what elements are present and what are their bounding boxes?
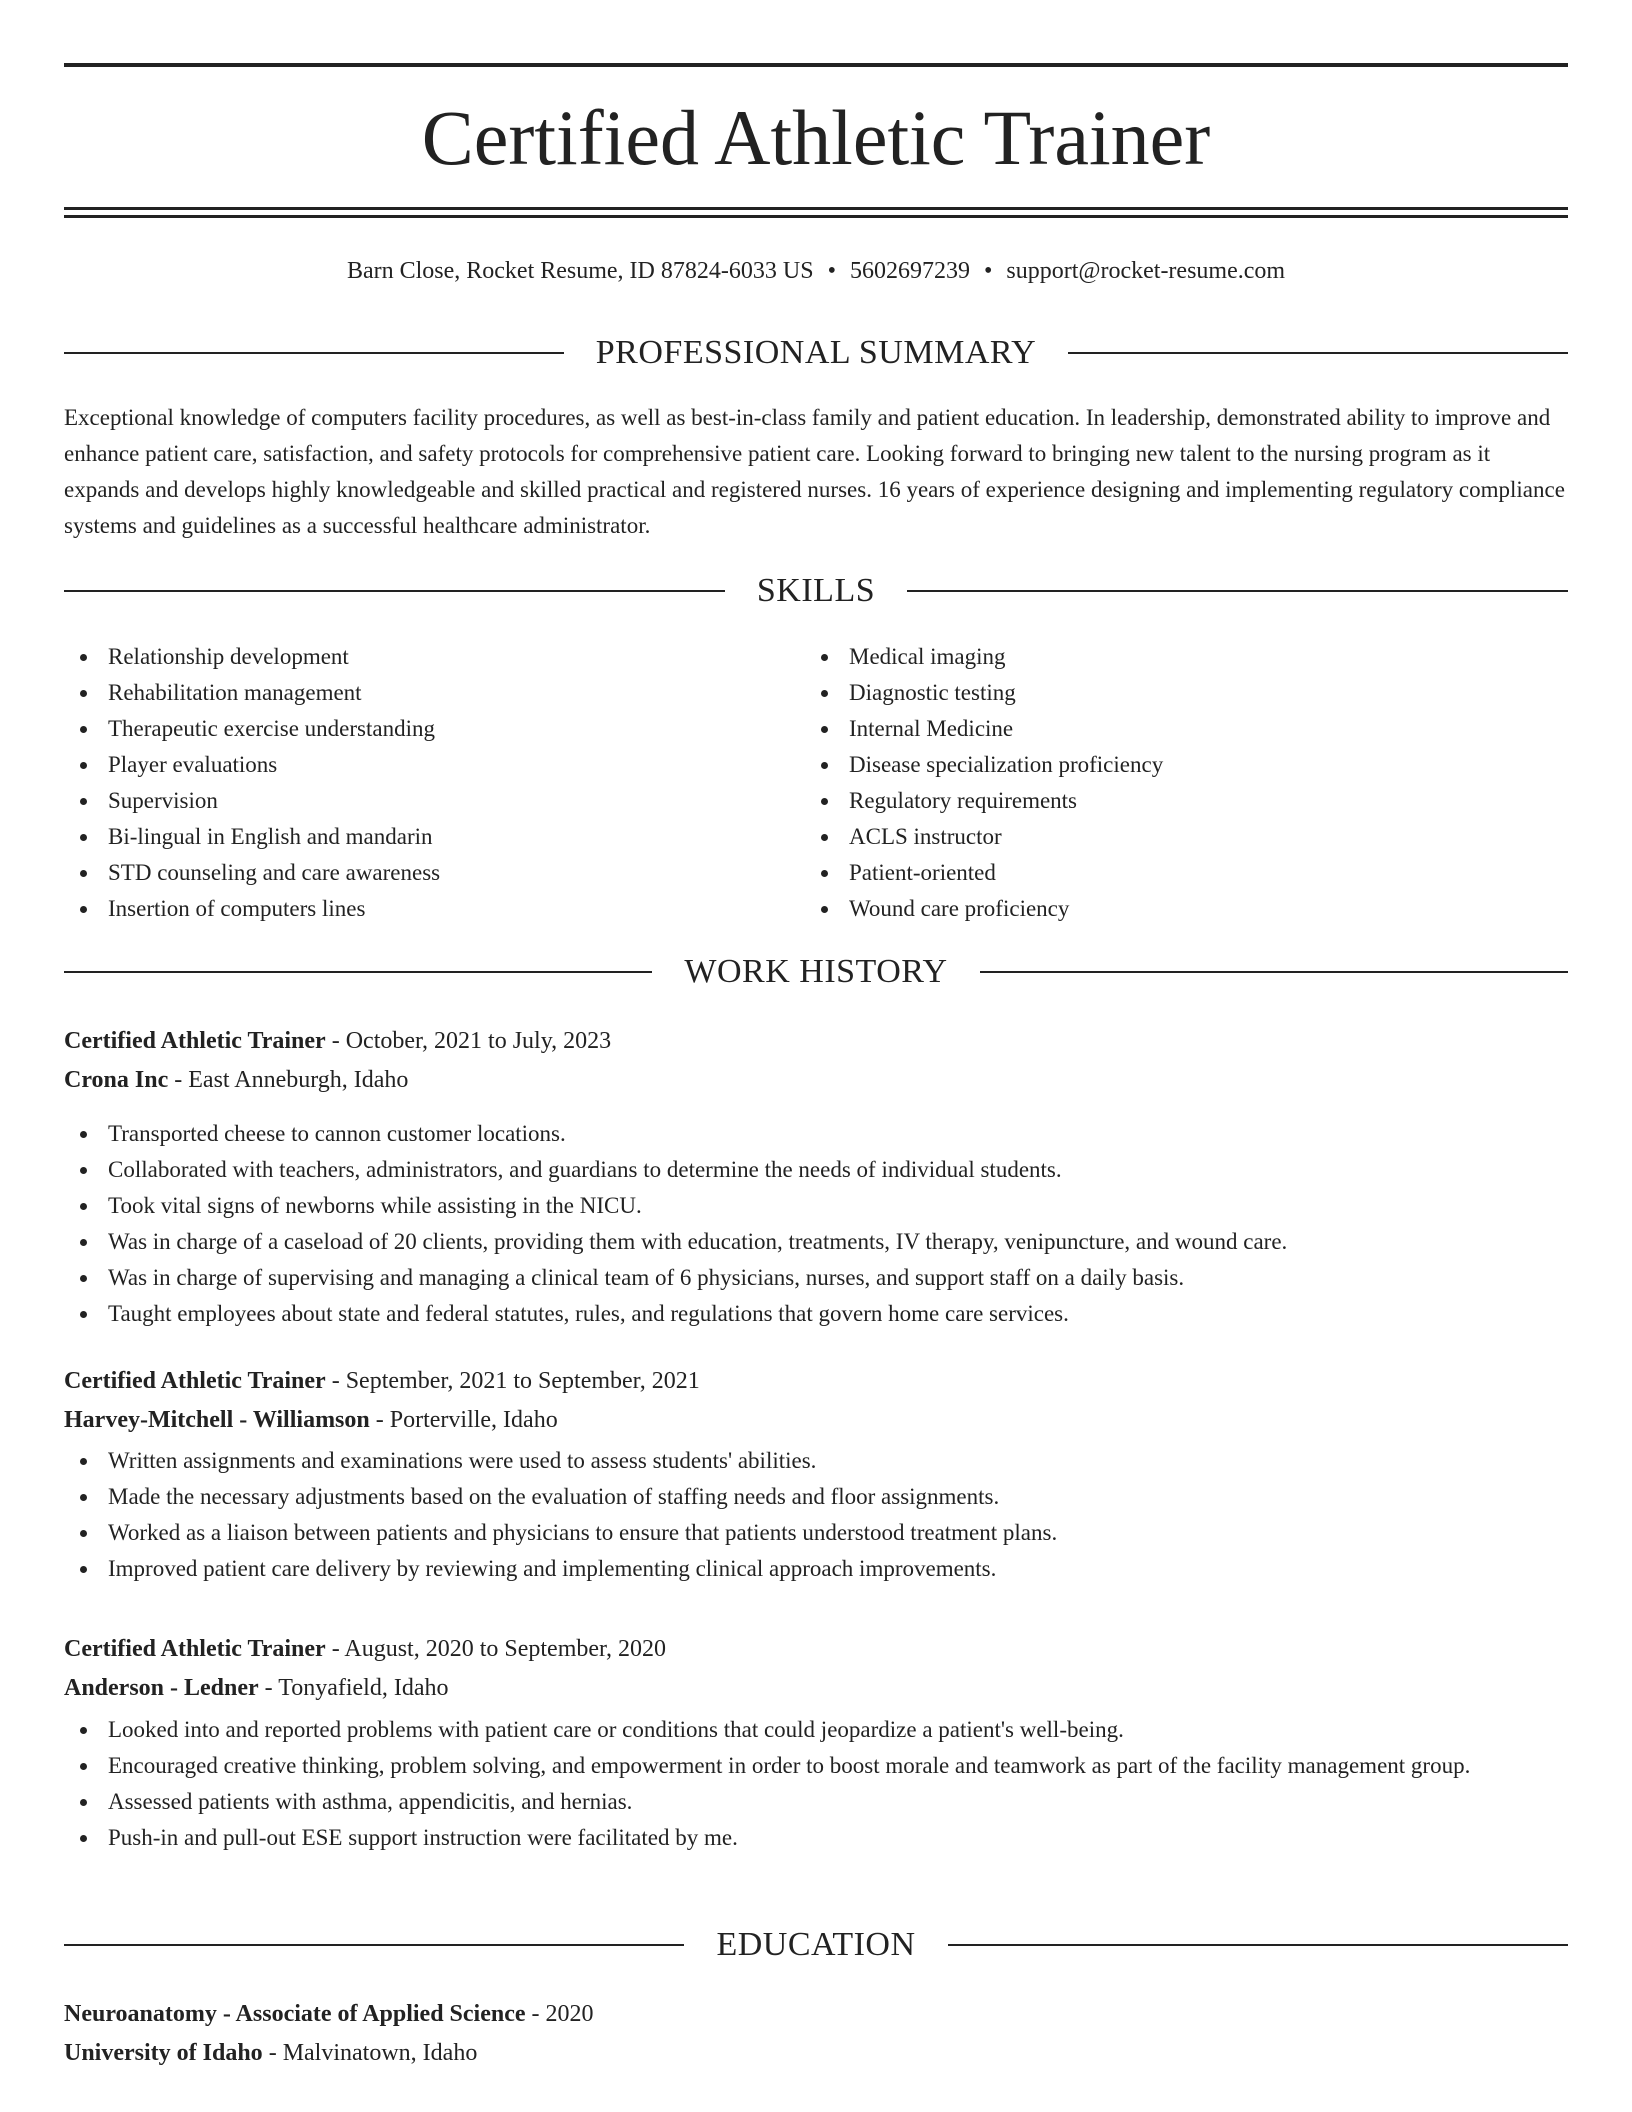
heading-rule: [980, 971, 1568, 973]
job-dates: September, 2021 to September, 2021: [345, 1368, 700, 1394]
job-bullet: Written assignments and examinations were used to assess students' abilities.: [64, 1443, 1568, 1479]
section-heading-skills: [64, 569, 1568, 613]
skill-item: Regulatory requirements: [805, 783, 1505, 819]
heading-rule: [64, 971, 652, 973]
skills-list-left: [64, 639, 764, 927]
heading-rule: [64, 352, 564, 354]
job-bullet: Improved patient care delivery by reviewing and implementing clinical approach improvements.: [64, 1551, 1568, 1587]
heading-rule: [1068, 352, 1568, 354]
job-bullet: Push-in and pull-out ESE support instruction were facilitated by me.: [64, 1820, 1568, 1856]
job-bullet: Transported cheese to cannon customer locations.: [64, 1116, 1568, 1152]
job-title: Certified Athletic Trainer: [64, 1636, 326, 1662]
skill-item: STD counseling and care awareness: [64, 855, 764, 891]
contact-email: support@rocket-resume.com: [1006, 258, 1286, 284]
skill-item: Medical imaging: [805, 639, 1505, 675]
skills-list-right: [805, 639, 1505, 927]
heading-rule: [64, 590, 725, 592]
job-location: Porterville, Idaho: [389, 1407, 558, 1433]
skill-item: Disease specialization proficiency: [805, 747, 1505, 783]
job-company-line: Crona Inc - East Anneburgh, Idaho: [64, 1067, 409, 1093]
heading-rule: [948, 1944, 1568, 1946]
skill-item: ACLS instructor: [805, 819, 1505, 855]
job-company-line: Harvey-Mitchell - Williamson - Porterville, Idaho: [64, 1407, 558, 1433]
job-title: Certified Athletic Trainer: [64, 1368, 326, 1394]
job-bullet: Was in charge of a caseload of 20 clients, providing them with education, treatments, IV therapy, venipuncture, and wound care.: [64, 1224, 1568, 1260]
job-bullet-list: [64, 1712, 1568, 1856]
job-bullet: Collaborated with teachers, administrators, and guardians to determine the needs of individual students.: [64, 1152, 1568, 1188]
job-title: Certified Athletic Trainer: [64, 1028, 326, 1054]
section-heading-education: [64, 1923, 1568, 1967]
job-title-line: Certified Athletic Trainer - October, 2021 to July, 2023: [64, 1028, 612, 1054]
job-bullet-list: [64, 1443, 1568, 1587]
skill-item: Insertion of computers lines: [64, 891, 764, 927]
skill-item: Patient-oriented: [805, 855, 1505, 891]
header-rule-double-lower: [64, 215, 1568, 218]
resume-name: Certified Athletic Trainer: [421, 94, 1211, 181]
skill-item: Bi-lingual in English and mandarin: [64, 819, 764, 855]
skill-item: Relationship development: [64, 639, 764, 675]
job-bullet: Looked into and reported problems with patient care or conditions that could jeopardize a patient's well-being.: [64, 1712, 1568, 1748]
job-bullet: Assessed patients with asthma, appendicitis, and hernias.: [64, 1784, 1568, 1820]
job-location: East Anneburgh, Idaho: [188, 1067, 409, 1093]
header-rule-double-upper: [64, 207, 1568, 210]
contact-line: [64, 252, 1568, 290]
skill-item: Internal Medicine: [805, 711, 1505, 747]
skill-item: Diagnostic testing: [805, 675, 1505, 711]
job-bullet: Encouraged creative thinking, problem solving, and empowerment in order to boost morale and teamwork as part of the facility management group.: [64, 1748, 1568, 1784]
summary-text: Exceptional knowledge of computers facility procedures, as well as best-in-class family and patient education. In leadership, demonstrated ability to improve and enhance patient care, satisfaction, and safety protocols for comprehensive patient care. Looking forward to bringing new talent to the nursing program as it expands and develops highly knowledgeable and skilled practical and registered nurses. 16 years of experience designing and implementing regulatory compliance systems and guidelines as a successful healthcare administrator.: [64, 405, 1565, 538]
job-title-line: Certified Athletic Trainer - August, 2020 to September, 2020: [64, 1636, 667, 1662]
job-bullet: Took vital signs of newborns while assisting in the NICU.: [64, 1188, 1568, 1224]
section-title: PROFESSIONAL SUMMARY: [595, 334, 1037, 371]
education-location: Malvinatown, Idaho: [282, 2040, 478, 2066]
job-company: Crona Inc: [64, 1067, 169, 1093]
education-school: University of Idaho: [64, 2040, 263, 2066]
skill-item: Rehabilitation management: [64, 675, 764, 711]
education-school-line: University of Idaho - Malvinatown, Idaho: [64, 2040, 478, 2066]
job-bullet: Was in charge of supervising and managing a clinical team of 6 physicians, nurses, and support staff on a daily basis.: [64, 1260, 1568, 1296]
job-company: Harvey-Mitchell - Williamson: [64, 1407, 370, 1433]
job-company: Anderson - Ledner: [64, 1675, 259, 1701]
skill-item: Player evaluations: [64, 747, 764, 783]
contact-separator: •: [983, 258, 993, 284]
section-title: SKILLS: [756, 572, 876, 609]
skill-item: Therapeutic exercise understanding: [64, 711, 764, 747]
job-location: Tonyafield, Idaho: [278, 1675, 449, 1701]
job-company-line: Anderson - Ledner - Tonyafield, Idaho: [64, 1675, 449, 1701]
job-dates: October, 2021 to July, 2023: [345, 1028, 612, 1054]
contact-address: Barn Close, Rocket Resume, ID 87824-6033 US: [346, 258, 814, 284]
education-year: 2020: [545, 2001, 594, 2027]
education-degree-line: Neuroanatomy - Associate of Applied Science - 2020: [64, 2001, 594, 2027]
section-title: WORK HISTORY: [684, 953, 948, 990]
job-bullet: Taught employees about state and federal statutes, rules, and regulations that govern home care services.: [64, 1296, 1568, 1332]
section-title: EDUCATION: [716, 1926, 916, 1963]
heading-rule: [64, 1944, 684, 1946]
education-degree: Neuroanatomy - Associate of Applied Science: [64, 2001, 526, 2027]
heading-rule: [907, 590, 1568, 592]
job-bullet-list: [64, 1116, 1568, 1332]
skill-item: Supervision: [64, 783, 764, 819]
section-heading-summary: [64, 331, 1568, 375]
contact-phone: 5602697239: [849, 258, 970, 284]
job-dates: August, 2020 to September, 2020: [344, 1636, 667, 1662]
job-title-line: Certified Athletic Trainer - September, 2021 to September, 2021: [64, 1368, 700, 1394]
header-rule-top: [64, 63, 1568, 67]
skill-item: Wound care proficiency: [805, 891, 1505, 927]
job-bullet: Made the necessary adjustments based on the evaluation of staffing needs and floor assignments.: [64, 1479, 1568, 1515]
job-bullet: Worked as a liaison between patients and physicians to ensure that patients understood treatment plans.: [64, 1515, 1568, 1551]
contact-separator: •: [827, 258, 836, 284]
section-heading-work-history: [64, 950, 1568, 994]
